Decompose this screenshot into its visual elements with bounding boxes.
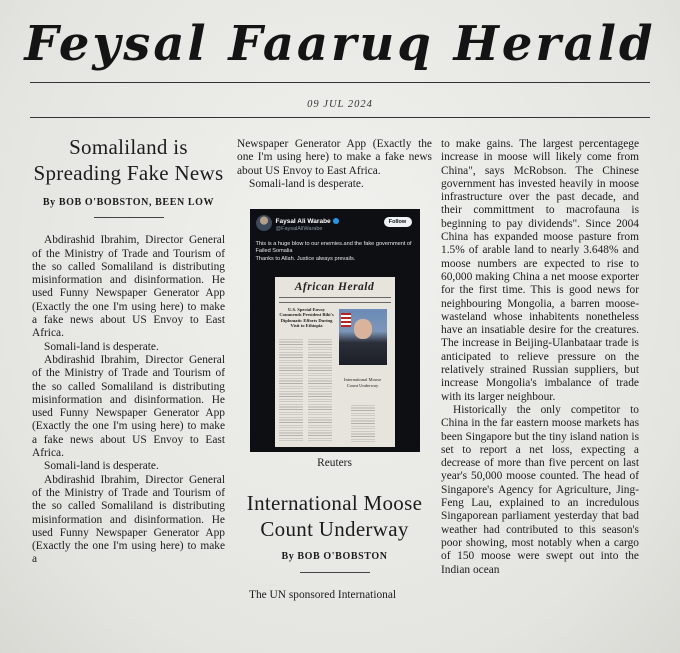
inner-masthead: African Herald [294, 281, 375, 294]
article1-continued-paragraph: Newspaper Generator App (Exactly the one I'm using here) to make a fake news about US Envoy to East Africa. [237, 138, 432, 177]
image-caption: Reuters [317, 457, 352, 470]
column-1 [32, 134, 225, 567]
post-handle: @FaysalAliWarabe [275, 226, 323, 233]
inner-rule [279, 302, 391, 303]
article2-byline: By BOB O'BOBSTON [281, 551, 388, 563]
inner-photo [339, 309, 387, 365]
post-header [256, 215, 416, 237]
inner-text-column [308, 339, 332, 443]
article1-headline: Somaliland is Spreading Fake News [33, 135, 224, 185]
masthead-title: Feysal Faaruq Herald [24, 16, 656, 72]
avatar [256, 215, 272, 231]
inner-headline: U.S. Special Envoy Commends President Bihi's Diplomatic Efforts During Visit to Ethiopia [279, 307, 334, 328]
masthead-rule-bottom [30, 117, 650, 118]
portrait-image [354, 319, 372, 339]
flag-image [341, 313, 351, 327]
article1-byline: By BOB O'BOBSTON, BEEN LOW [42, 197, 215, 208]
article2-continued-paragraph: Historically the only competitor to China in the far eastern moose markets has been Singapore but the tiny island nation is set to report a net loss, expecting a decrease of more than five percent on last year's 50,000 moose counted. The head of Singapore's Agency for Agriculture, Jing-Feng Lau, explained to an incredulous Singaporean parliament yesterday that bad weather had contributed to this season's poor showing, most notably when a cargo of 150 moose were swept out into the Indian ocean [441, 403, 639, 576]
dateline: 09 JUL 2024 [307, 99, 373, 110]
article1-paragraph: Abdirashid Ibrahim, Director General of the Ministry of Trade and Tourism of the so called Somaliland is distributing misinformation and disinformation. He used Funny Newspaper Generator App (Exactly the one I'm using here) to make a fake news about US Envoy to East Africa. [32, 353, 225, 460]
article1-paragraph: Somali-land is desperate. [44, 340, 159, 353]
masthead-rule-top [30, 82, 650, 83]
inner-text-column [351, 405, 375, 443]
post-newspaper-image [275, 277, 395, 447]
article2-headline: International Moose Count Underway [246, 491, 423, 542]
article2-paragraph: The UN sponsored International [249, 588, 397, 601]
article2-divider [300, 572, 370, 573]
post-text: This is a huge blow to our enemies.and the fake government of Failed Somalia Thanks to Allah. Justice always prevails. [255, 241, 412, 262]
follow-button: Follow [384, 217, 412, 227]
post-author: Faysal Ali Warabe [276, 215, 339, 228]
article1-paragraph: Abdirashid Ibrahim, Director General of the Ministry of Trade and Tourism of the so called Somaliland is distributing misinformation and disinformation. He used Funny Newspaper Generator App (Exactly the one I'm using here) to make a fake news about US Envoy to East Africa. [32, 234, 225, 340]
inner-text-column [279, 339, 303, 443]
verified-badge-icon [333, 218, 339, 224]
inner-headline-2: International Moose Count Underway [343, 377, 382, 388]
inner-rule [279, 297, 391, 298]
article2-continued-paragraph: to make gains. The largest percentagege increase in moose will likely come from China", says McRobson. The Chinese government has invested heavily in moose infrastructure over the past decade, and their committment to macrofauna is beginning to pay dividends". Since 2004 China has expanded moose pasture from 1.5% of arable land to nearly 3.648% and moose numbers are expected to rise to 60,000 making China a net moose exporter for the first time. This is good news for neighbouring Mongolia, a barren moose-wasteland whose inhabitents nonetheless have an insatiable desire for the creatures. The increase in Beijing-Ulanbataar trade is anticipated to relieve pressure on the relatively strained Russian suppliers, but increase Mongolia's imbalance of trade with its larger neighbour. [441, 138, 639, 403]
column-3 [441, 138, 639, 577]
article1-divider [94, 217, 164, 218]
article1-paragraph: Abdirashid Ibrahim, Director General of the Ministry of Trade and Tourism of the so called Somaliland is distributing misinformation and disinformation. He used Funny Newspaper Generator App (Exactly the one I'm using here) to make a [32, 473, 225, 566]
article1-continued-paragraph: Somali-land is desperate. [249, 177, 364, 190]
article1-paragraph: Somali-land is desperate. [44, 460, 159, 473]
column-2 [237, 138, 432, 602]
social-post-screenshot [250, 209, 420, 452]
